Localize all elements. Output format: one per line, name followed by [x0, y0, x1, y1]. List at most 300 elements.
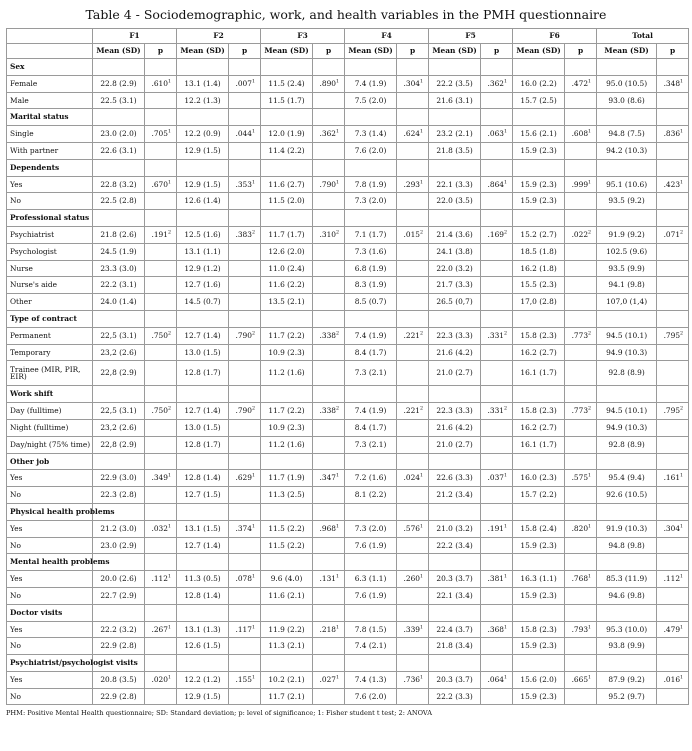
p-value-cell	[481, 671, 513, 688]
p-value-cell	[565, 176, 597, 193]
mean-sd-cell: 95.1 (10.6)	[597, 176, 657, 193]
p-value: .999	[571, 179, 589, 189]
empty-cell	[313, 503, 345, 520]
empty-cell	[565, 386, 597, 403]
empty-cell	[177, 655, 229, 672]
table-title: Table 4 - Sociodemographic, work, and health variables in the PMH questionnaire	[85, 7, 607, 22]
p-value-cell	[229, 294, 261, 311]
p-value-cell	[145, 587, 177, 604]
mean-sd-cell: 87.9 (9.2)	[597, 671, 657, 688]
empty-cell	[565, 210, 597, 227]
p-value: .131	[319, 574, 336, 584]
mean-sd-cell: 11.3 (0.5)	[177, 571, 229, 588]
p-value-cell	[481, 688, 513, 705]
mean-sd-cell: 23,2 (2.6)	[93, 419, 145, 436]
row-label: Temporary	[7, 344, 93, 361]
empty-cell	[261, 655, 313, 672]
empty-cell	[229, 109, 261, 126]
empty-cell	[93, 604, 145, 621]
section-title: Dependents	[7, 159, 93, 176]
row-label: Yes	[7, 571, 93, 588]
p-value: .705	[151, 129, 168, 139]
p-value: .218	[319, 624, 336, 634]
p-value-cell	[565, 419, 597, 436]
mean-sd-cell: 16.2 (2.7)	[513, 344, 565, 361]
p-value-cell	[565, 487, 597, 504]
mean-sd-cell: 15.7 (2.5)	[513, 92, 565, 109]
mean-sd-cell: 22.2 (3.3)	[429, 688, 481, 705]
empty-cell	[313, 453, 345, 470]
mean-sd-cell: 10.9 (2.3)	[261, 419, 313, 436]
p-value: .629	[235, 473, 252, 483]
test-superscript: 1	[680, 574, 684, 580]
mean-sd-cell: 13.1 (1.3)	[177, 621, 229, 638]
p-value-cell	[481, 126, 513, 143]
p-value-cell	[481, 193, 513, 210]
table-body	[7, 59, 689, 705]
test-superscript: 1	[680, 79, 684, 85]
test-superscript: 1	[588, 625, 592, 631]
test-superscript: 1	[680, 473, 684, 479]
mean-sd-cell: 94.9 (10.3)	[597, 419, 657, 436]
p-value-cell	[397, 344, 429, 361]
mean-sd-cell: 16.0 (2.3)	[513, 470, 565, 487]
p-value-cell	[397, 75, 429, 92]
empty-cell	[345, 386, 397, 403]
p-value-cell	[145, 638, 177, 655]
section-title: Type of contract	[7, 310, 93, 327]
test-superscript: 1	[680, 129, 684, 135]
row-label: No	[7, 537, 93, 554]
empty-cell	[657, 554, 689, 571]
p-value: .338	[319, 330, 336, 340]
factor-header: F6	[513, 29, 597, 44]
test-superscript: 1	[504, 574, 508, 580]
empty-cell	[93, 210, 145, 227]
mean-sd-cell: 91.9 (9.2)	[597, 226, 657, 243]
p-value: .362	[319, 129, 336, 139]
test-superscript: 2	[680, 331, 684, 337]
p-value-cell	[481, 344, 513, 361]
test-superscript: 1	[335, 574, 340, 580]
mean-sd-cell: 21.0 (3.2)	[429, 520, 481, 537]
p-value-cell	[565, 294, 597, 311]
mean-sd-cell: 93.8 (9.9)	[597, 638, 657, 655]
p-value-cell	[397, 436, 429, 453]
empty-cell	[565, 310, 597, 327]
p-value: .063	[487, 129, 505, 139]
mean-sd-cell: 12.7 (1.6)	[177, 277, 229, 294]
test-superscript: 1	[335, 473, 340, 479]
empty-cell	[513, 159, 565, 176]
p-value-cell	[397, 327, 429, 344]
row-label: Nurse	[7, 260, 93, 277]
mean-sd-cell: 23.0 (2.0)	[93, 126, 145, 143]
mean-sd-cell: 15.9 (2.3)	[513, 176, 565, 193]
test-superscript: 1	[167, 574, 172, 580]
p-value-cell	[565, 537, 597, 554]
p-value-cell	[313, 243, 345, 260]
p-value-cell	[657, 537, 689, 554]
p-value: .670	[151, 179, 168, 189]
mean-sd-cell: 22,5 (3.1)	[93, 327, 145, 344]
p-value-cell	[397, 671, 429, 688]
empty-cell	[597, 109, 657, 126]
p-value-cell	[397, 142, 429, 159]
empty-cell	[177, 310, 229, 327]
mean-sd-cell: 11.4 (2.2)	[261, 142, 313, 159]
empty-cell	[177, 503, 229, 520]
mean-sd-cell: 91.9 (10.3)	[597, 520, 657, 537]
empty-cell	[145, 386, 177, 403]
mean-sd-cell: 12.9 (1.5)	[177, 688, 229, 705]
p-value: .793	[571, 624, 589, 634]
table-row	[7, 142, 689, 159]
mean-sd-cell: 21.0 (2.7)	[429, 436, 481, 453]
mean-sd-cell: 12.7 (1.5)	[177, 487, 229, 504]
mean-sd-cell: 20.8 (3.5)	[93, 671, 145, 688]
p-value: .310	[319, 229, 336, 239]
mean-sd-cell: 11.5 (2.2)	[261, 537, 313, 554]
p-value: .353	[235, 179, 252, 189]
test-superscript: 2	[504, 406, 508, 412]
p-value: .338	[319, 406, 336, 416]
empty-cell	[229, 554, 261, 571]
empty-cell	[397, 554, 429, 571]
empty-cell	[481, 554, 513, 571]
row-label: No	[7, 587, 93, 604]
p-value-cell	[229, 419, 261, 436]
row-label: Day (fulltime)	[7, 403, 93, 420]
p-value: .267	[151, 624, 168, 634]
empty-cell	[429, 453, 481, 470]
p-value-cell	[657, 243, 689, 260]
mean-sd-cell: 95.2 (9.7)	[597, 688, 657, 705]
test-superscript: 2	[167, 406, 172, 412]
header-empty	[7, 29, 93, 44]
p-value-cell	[145, 193, 177, 210]
row-label: Psychologist	[7, 243, 93, 260]
mean-sd-cell: 11.7 (1.9)	[261, 470, 313, 487]
p-value-cell	[313, 361, 345, 386]
p-value: .479	[663, 624, 681, 634]
mean-sd-cell: 22.2 (3.1)	[93, 277, 145, 294]
p-value-cell	[313, 537, 345, 554]
mean-sd-cell: 8.3 (1.9)	[345, 277, 397, 294]
empty-cell	[429, 604, 481, 621]
empty-cell	[657, 453, 689, 470]
table-row	[7, 193, 689, 210]
mean-sd-cell: 13.1 (1.4)	[177, 75, 229, 92]
mean-sd-cell: 7.4 (1.9)	[345, 327, 397, 344]
mean-sd-cell: 7.8 (1.5)	[345, 621, 397, 638]
mean-sd-cell: 16.1 (1.7)	[513, 436, 565, 453]
test-superscript: 2	[251, 331, 256, 337]
mean-sd-cell: 7.6 (1.9)	[345, 537, 397, 554]
mean-sd-cell: 12.9 (1.5)	[177, 176, 229, 193]
test-superscript: 1	[588, 129, 592, 135]
table-row	[7, 638, 689, 655]
p-value-cell	[397, 92, 429, 109]
mean-sd-cell: 12.6 (1.4)	[177, 193, 229, 210]
mean-sd-cell: 21.6 (3.1)	[429, 92, 481, 109]
mean-sd-cell: 11.7 (2.2)	[261, 403, 313, 420]
p-value-cell	[397, 294, 429, 311]
p-header: p	[657, 44, 689, 59]
table-row	[7, 176, 689, 193]
mean-sd-cell: 11.5 (2.2)	[261, 520, 313, 537]
empty-cell	[513, 453, 565, 470]
p-value-cell	[145, 226, 177, 243]
p-value-cell	[313, 277, 345, 294]
table-footnote: PHM: Positive Mental Health questionnaire; SD: Standard deviation; p: level of significance; 1: Fisher student t test; 2: ANOVA	[6, 709, 432, 718]
mean-sd-cell: 7.4 (1.9)	[345, 75, 397, 92]
mean-sd-cell: 94.2 (10.3)	[597, 142, 657, 159]
p-value-cell	[657, 344, 689, 361]
mean-sd-cell: 94.8 (7.5)	[597, 126, 657, 143]
mean-sd-cell: 20.3 (3.7)	[429, 671, 481, 688]
p-value-cell	[313, 260, 345, 277]
mean-sd-cell: 7.6 (2.0)	[345, 142, 397, 159]
mean-sd-header: Mean (SD)	[93, 44, 145, 59]
p-value: .575	[571, 473, 589, 483]
empty-cell	[597, 554, 657, 571]
test-superscript: 1	[680, 180, 684, 186]
mean-sd-cell: 15.6 (2.0)	[513, 671, 565, 688]
mean-sd-cell: 7.5 (2.0)	[345, 92, 397, 109]
mean-sd-cell: 15.9 (2.3)	[513, 688, 565, 705]
p-value-cell	[397, 176, 429, 193]
p-value-cell	[397, 621, 429, 638]
row-label: Other	[7, 294, 93, 311]
p-header: p	[313, 44, 345, 59]
p-value-cell	[657, 226, 689, 243]
p-value-cell	[565, 277, 597, 294]
table-row	[7, 487, 689, 504]
p-value-cell	[145, 260, 177, 277]
empty-cell	[145, 159, 177, 176]
p-value-cell	[145, 688, 177, 705]
mean-sd-cell: 15.9 (2.3)	[513, 142, 565, 159]
row-label: Yes	[7, 470, 93, 487]
p-value-cell	[565, 75, 597, 92]
empty-cell	[657, 503, 689, 520]
empty-cell	[345, 503, 397, 520]
mean-sd-cell: 11.3 (2.1)	[261, 638, 313, 655]
p-value-cell	[565, 344, 597, 361]
section-title: Doctor visits	[7, 604, 93, 621]
p-value-cell	[397, 126, 429, 143]
p-value-cell	[657, 142, 689, 159]
table-row	[7, 436, 689, 453]
test-superscript: 1	[167, 473, 172, 479]
p-value-cell	[481, 403, 513, 420]
p-value-cell	[229, 470, 261, 487]
table-row	[7, 520, 689, 537]
p-value-cell	[397, 277, 429, 294]
test-superscript: 1	[680, 675, 684, 681]
p-value-cell	[397, 419, 429, 436]
mean-sd-cell: 7.8 (1.9)	[345, 176, 397, 193]
p-value: .191	[487, 523, 505, 533]
p-value-cell	[397, 487, 429, 504]
empty-cell	[313, 109, 345, 126]
empty-cell	[261, 386, 313, 403]
empty-cell	[657, 655, 689, 672]
row-label: Male	[7, 92, 93, 109]
empty-cell	[565, 159, 597, 176]
table-row	[7, 327, 689, 344]
mean-sd-cell: 13.0 (1.5)	[177, 344, 229, 361]
test-superscript: 1	[251, 675, 256, 681]
p-value: .368	[487, 624, 505, 634]
factor-header: F5	[429, 29, 513, 44]
test-superscript: 1	[420, 524, 424, 530]
section-title: Professional status	[7, 210, 93, 227]
p-value-cell	[313, 487, 345, 504]
test-superscript: 1	[251, 129, 256, 135]
mean-sd-cell: 12.7 (1.4)	[177, 327, 229, 344]
empty-cell	[261, 453, 313, 470]
test-superscript: 1	[420, 79, 424, 85]
mean-sd-cell: 12.9 (1.5)	[177, 142, 229, 159]
empty-cell	[513, 59, 565, 76]
p-value-cell	[145, 344, 177, 361]
empty-cell	[229, 310, 261, 327]
p-value-cell	[313, 638, 345, 655]
p-value-cell	[229, 126, 261, 143]
p-value-cell	[145, 419, 177, 436]
row-label: No	[7, 487, 93, 504]
p-value: .472	[571, 78, 589, 88]
p-value: .331	[487, 406, 505, 416]
mean-sd-header: Mean (SD)	[513, 44, 565, 59]
empty-cell	[429, 310, 481, 327]
p-value-cell	[397, 587, 429, 604]
row-label: No	[7, 688, 93, 705]
empty-cell	[261, 59, 313, 76]
mean-sd-cell: 21.2 (3.4)	[429, 487, 481, 504]
empty-cell	[481, 386, 513, 403]
p-value-cell	[313, 688, 345, 705]
section-title: Mental health problems	[7, 554, 93, 571]
row-label: Day/night (75% time)	[7, 436, 93, 453]
table-row	[7, 126, 689, 143]
empty-cell	[313, 310, 345, 327]
p-value-cell	[481, 436, 513, 453]
table-row	[7, 277, 689, 294]
p-value-cell	[657, 419, 689, 436]
empty-cell	[397, 503, 429, 520]
empty-cell	[229, 210, 261, 227]
empty-cell	[177, 386, 229, 403]
empty-cell	[261, 503, 313, 520]
section-row	[7, 386, 689, 403]
row-label: Night (fulltime)	[7, 419, 93, 436]
p-value-cell	[145, 436, 177, 453]
test-superscript: 1	[167, 625, 172, 631]
empty-cell	[261, 554, 313, 571]
mean-sd-cell: 22.2 (3.4)	[429, 537, 481, 554]
p-value-cell	[313, 294, 345, 311]
row-label: No	[7, 638, 93, 655]
p-value-cell	[145, 243, 177, 260]
mean-sd-cell: 15.5 (2.3)	[513, 277, 565, 294]
p-value-cell	[657, 638, 689, 655]
empty-cell	[481, 604, 513, 621]
mean-sd-cell: 7.6 (2.0)	[345, 688, 397, 705]
p-value: .795	[663, 406, 681, 416]
section-row	[7, 59, 689, 76]
p-value-cell	[565, 327, 597, 344]
section-row	[7, 554, 689, 571]
p-value: .169	[487, 229, 505, 239]
p-value: .381	[487, 574, 505, 584]
row-label: Permanent	[7, 327, 93, 344]
empty-cell	[345, 604, 397, 621]
empty-cell	[229, 604, 261, 621]
p-value-cell	[229, 537, 261, 554]
table-row	[7, 403, 689, 420]
mean-sd-cell: 22.9 (2.8)	[93, 688, 145, 705]
p-value: .064	[487, 674, 505, 684]
test-superscript: 1	[420, 574, 424, 580]
mean-sd-cell: 93.5 (9.9)	[597, 260, 657, 277]
p-value-cell	[657, 260, 689, 277]
empty-cell	[261, 109, 313, 126]
test-superscript: 1	[251, 180, 256, 186]
row-label: Yes	[7, 520, 93, 537]
mean-sd-cell: 15.2 (2.7)	[513, 226, 565, 243]
empty-cell	[313, 210, 345, 227]
p-value: .362	[487, 78, 505, 88]
test-superscript: 1	[335, 180, 340, 186]
p-value: .155	[235, 674, 252, 684]
p-value: .836	[663, 129, 681, 139]
mean-sd-cell: 15.7 (2.2)	[513, 487, 565, 504]
mean-sd-cell: 13.1 (1.5)	[177, 520, 229, 537]
empty-cell	[345, 59, 397, 76]
test-superscript: 2	[251, 406, 256, 412]
empty-cell	[313, 386, 345, 403]
p-value: .820	[571, 523, 589, 533]
test-superscript: 1	[335, 675, 340, 681]
test-superscript: 2	[588, 406, 592, 412]
empty-cell	[177, 453, 229, 470]
mean-sd-cell: 11.3 (2.5)	[261, 487, 313, 504]
p-value-cell	[313, 126, 345, 143]
mean-sd-cell: 12.8 (1.7)	[177, 361, 229, 386]
empty-cell	[597, 604, 657, 621]
p-value: .624	[403, 129, 420, 139]
p-value: .037	[487, 473, 505, 483]
p-value-cell	[229, 621, 261, 638]
p-value-cell	[397, 470, 429, 487]
p-value-cell	[229, 436, 261, 453]
p-value-cell	[481, 294, 513, 311]
p-value-cell	[313, 142, 345, 159]
p-value-cell	[657, 587, 689, 604]
mean-sd-cell: 22.7 (2.9)	[93, 587, 145, 604]
test-superscript: 1	[167, 524, 172, 530]
empty-cell	[229, 159, 261, 176]
p-value-cell	[313, 344, 345, 361]
empty-cell	[229, 503, 261, 520]
mean-sd-cell: 15.8 (2.3)	[513, 621, 565, 638]
mean-sd-cell: 6.8 (1.9)	[345, 260, 397, 277]
p-value-cell	[481, 470, 513, 487]
empty-cell	[429, 386, 481, 403]
